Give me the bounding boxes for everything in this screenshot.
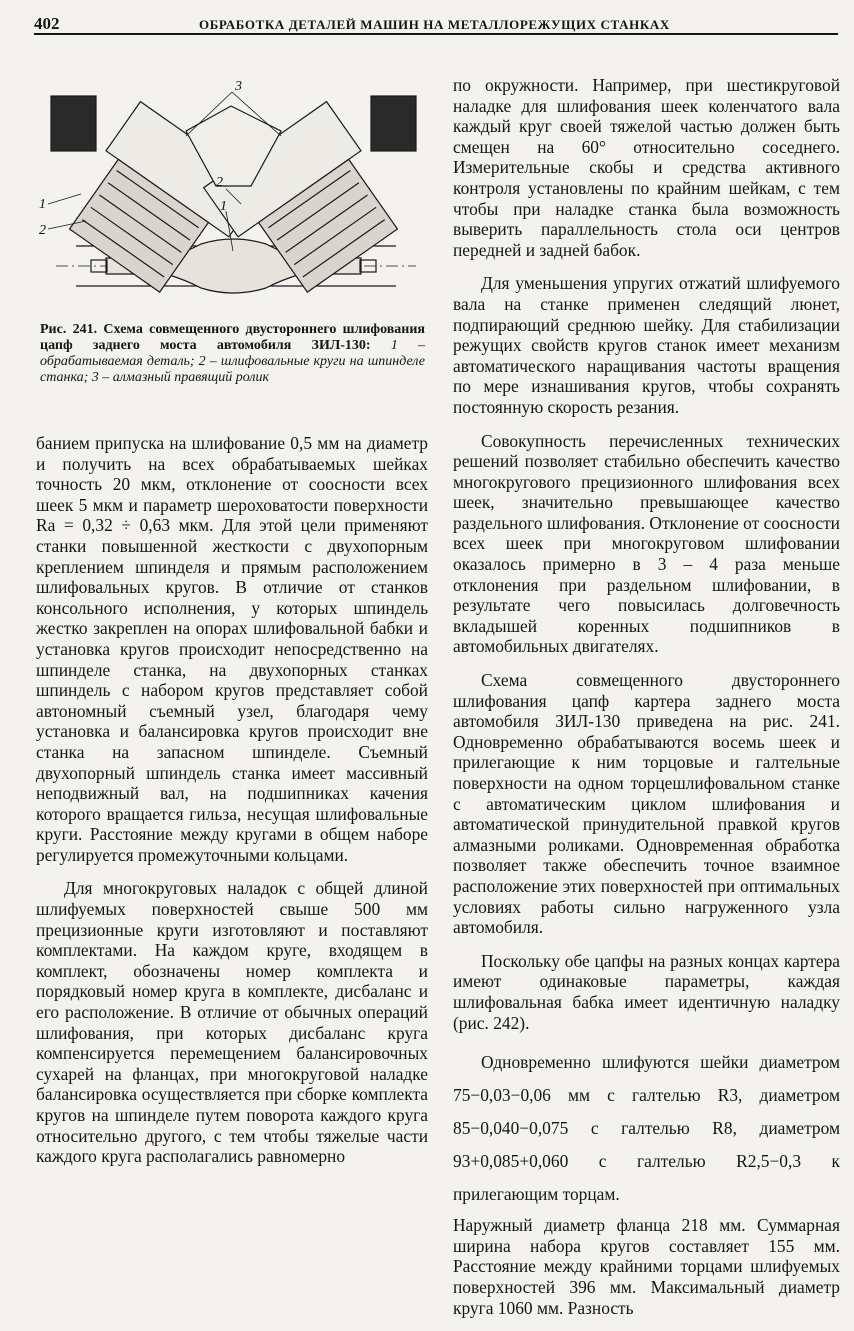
paragraph: Для многокруговых наладок с общей длиной шлифуемых поверхностей свыше 500 мм прецизионные круги изготовляют и поставляют комплектами. На каждом круге, входящем в комплект, обозначены номер комплекта и порядковый номер круга в комплекте, дисбаланс и его расположение. В отличие от обычных операций шлифования, при которых дисбаланс круга компенсируется перемещением балансировочных сухарей на фланцах, при многокруговой наладке балансировка осуществляется при сборке комплекта кругов на шпинделе путем поворота каждого круга относительно другого, с тем чтобы тяжелые части каждого круга располагались равномерно [36, 878, 428, 1167]
figure-label-1-center: 1 [220, 199, 227, 214]
right-column [453, 75, 840, 1331]
header-rule [34, 33, 838, 35]
left-dressing-unit [51, 96, 96, 151]
paragraph: Схема совмещенного двустороннего шлифования цапф картера заднего моста автомобиля ЗИЛ-130 приведена на рис. 241. Одновременно обрабатываются восемь шеек и прилегающие к ним торцовые и галтельные поверхности на одном торцешлифовальном станке с автоматическим циклом шлифования и автоматической принудительной правкой кругов алмазными роликами. Одновременная обработка позволяет также обеспечить точное взаимное расположение этих поверхностей при оптимальных условиях работы сильно нагруженного узла автомобиля. [453, 670, 840, 938]
figure-label-2-top: 2 [216, 175, 223, 190]
formula-paragraph: Одновременно шлифуются шейки диаметром 75−0,03−0,06 мм с галтелью R3, диаметром 85−0,040−0,075 с галтелью R8, диаметром 93+0,085+0,060 с галтелью R2,5−0,3 к прилегающим торцам. [453, 1052, 840, 1205]
grinding-scheme-drawing [36, 76, 431, 310]
running-title: ОБРАБОТКА ДЕТАЛЕЙ МАШИН НА МЕТАЛЛОРЕЖУЩИХ СТАНКАХ [199, 17, 670, 32]
left-column [36, 433, 428, 1180]
figure-label-3: 3 [235, 79, 242, 94]
figure-label-1-left: 1 [39, 197, 46, 212]
paragraph: Совокупность перечисленных технических решений позволяет стабильно обеспечить качество многокругового прецизионного шлифования всех шеек, значительно превышающее качество раздельного шлифования. Отклонение от соосности всех шеек при многокруговом шлифовании оказалось примерно в 3 – 4 раза меньше отклонения при раздельном шлифовании, в результате чего повысилась долговечность вкладышей коренных подшипников в автомобильных двигателях. [453, 430, 840, 657]
paragraph: Поскольку обе цапфы на разных концах картера имеют одинаковые параметры, каждая шлифовальная бабка имеет идентичную наладку (рис. 242). [453, 950, 840, 1033]
figure-label-2-left: 2 [39, 223, 46, 238]
caption-title: Рис. 241. Схема совмещенного двустороннего шлифования цапф заднего моста автомобиля ЗИЛ-130: [40, 322, 425, 353]
page-header [34, 8, 834, 32]
figure-caption [40, 322, 425, 386]
paragraph: банием припуска на шлифование 0,5 мм на диаметр и получить на всех обрабатываемых шейках точность 20 мкм, отклонение от соосности всех шеек 5 мкм и параметр шероховатости поверхности Ra = 0,32 ÷ 0,63 мкм. Для этой цели применяют станки повышенной жесткости с двухопорным креплением шпинделя и прямым расположением шлифовальных кругов. В отличие от станков консольного исполнения, у которых шпиндель жестко закреплен на опорах шлифовальной бабки и установка кругов происходит непосредственно на шпинделе станка, на двухопорных станках шпиндель с набором кругов представляет собой автономный съемный узел, благодаря чему установка и балансировка кругов происходит вне станка на запасном шпинделе. Съемный двухопорный шпиндель станка имеет массивный неподвижный вал, на подшипниках качения которого вращается гильза, несущая шлифовальные круги. Расстояние между кругами в общем наборе регулируется промежуточными кольцами. [36, 433, 428, 865]
page-number: 402 [34, 14, 60, 33]
right-dressing-unit [371, 96, 416, 151]
paragraph: по окружности. Например, при шестикруговой наладке для шлифования шеек коленчатого вала каждый круг своей тяжелой частью должен быть смещен на 60° относительно соседнего. Измерительные скобы и средства активного контроля установлены по крайним шейкам, с тем чтобы при наладке станка была возможность выверить параллельность стола оси центров передней и задней бабок. [453, 75, 840, 260]
paragraph: Наружный диаметр фланца 218 мм. Суммарная ширина набора кругов составляет 155 мм. Расстояние между крайними торцами шлифуемых поверхностей 396 мм. Максимальный диаметр круга 1060 мм. Разность [453, 1215, 840, 1318]
caption-legend: 1 – обрабатываемая деталь; 2 – шлифовальные круги на шпинделе станка; 3 – алмазный правящий ролик [40, 338, 426, 385]
paragraph: Для уменьшения упругих отжатий шлифуемого вала на станке применен следящий люнет, подпирающий среднюю шейку. Для стабилизации режущих свойств кругов станок имеет механизм автоматического наращивания частоты вращения по мере изнашивания кругов, чтобы сохранять постоянную скорость резания. [453, 273, 840, 417]
figure-241 [36, 76, 431, 310]
